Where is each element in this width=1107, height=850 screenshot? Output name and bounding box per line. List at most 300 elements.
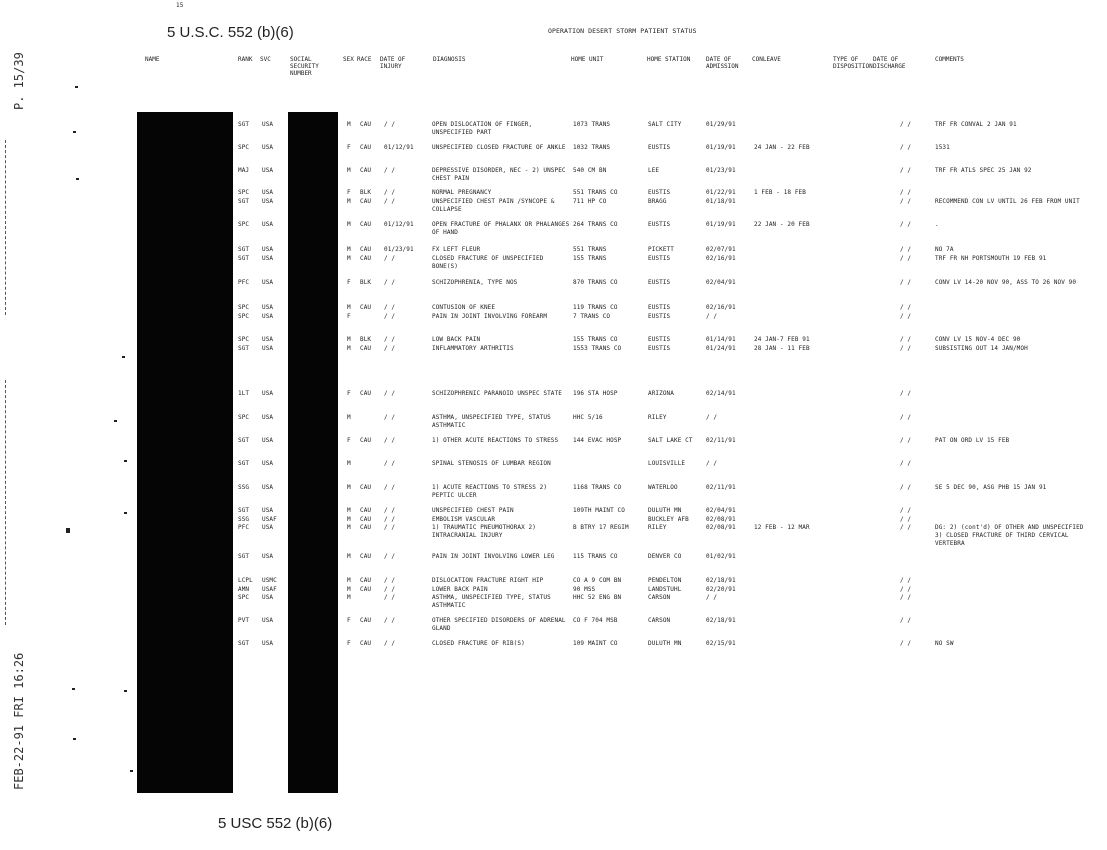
cell-date-of-injury: / / bbox=[384, 524, 396, 531]
header-sex: SEX bbox=[343, 56, 354, 63]
cell-date-of-injury: / / bbox=[384, 414, 396, 421]
cell-svc: USA bbox=[262, 279, 274, 286]
cell-date-of-injury: 01/12/91 bbox=[384, 144, 414, 151]
cell-date-of-discharge: / / bbox=[900, 121, 912, 128]
cell-svc: USA bbox=[262, 255, 274, 262]
cell-sex: M bbox=[347, 255, 351, 262]
cell-sex: F bbox=[347, 279, 351, 286]
cell-diagnosis: NORMAL PREGNANCY bbox=[432, 189, 492, 196]
cell-date-of-admission: / / bbox=[706, 313, 718, 320]
cell-svc: USA bbox=[262, 144, 274, 151]
cell-race: BLK bbox=[360, 189, 372, 196]
header-home-station: HOME STATION bbox=[647, 56, 691, 63]
cell-home-unit: 1553 TRANS CO bbox=[573, 345, 622, 352]
cell-home-station: EUSTIS bbox=[648, 304, 671, 311]
cell-home-unit: 109 MAINT CO bbox=[573, 640, 618, 647]
cell-date-of-discharge: / / bbox=[900, 144, 912, 151]
cell-svc: USA bbox=[262, 414, 274, 421]
cell-rank: SSG bbox=[238, 484, 250, 491]
cell-date-of-admission: 01/29/91 bbox=[706, 121, 736, 128]
cell-diagnosis: DISLOCATION FRACTURE RIGHT HIP bbox=[432, 577, 544, 584]
cell-date-of-admission: 02/11/91 bbox=[706, 437, 736, 444]
cell-rank: SPC bbox=[238, 313, 250, 320]
cell-date-of-injury: / / bbox=[384, 594, 396, 601]
cell-svc: USA bbox=[262, 121, 274, 128]
cell-sex: F bbox=[347, 313, 351, 320]
cell-svc: USA bbox=[262, 594, 274, 601]
cell-diagnosis: LOW BACK PAIN bbox=[432, 336, 481, 343]
cell-date-of-injury: / / bbox=[384, 279, 396, 286]
cell-date-of-discharge: / / bbox=[900, 390, 912, 397]
fax-page-count: P. 15/39 bbox=[12, 52, 26, 110]
fax-margin-rule bbox=[5, 380, 6, 625]
cell-sex: M bbox=[347, 484, 351, 491]
cell-date-of-discharge: / / bbox=[900, 414, 912, 421]
cell-race: BLK bbox=[360, 279, 372, 286]
cell-conleave: 12 FEB - 12 MAR bbox=[754, 524, 810, 531]
cell-rank: SPC bbox=[238, 144, 250, 151]
fax-timestamp: FEB-22-91 FRI 16:26 bbox=[12, 652, 26, 790]
cell-home-unit: 155 TRANS bbox=[573, 255, 607, 262]
cell-date-of-injury: / / bbox=[384, 313, 396, 320]
cell-rank: SGT bbox=[238, 553, 250, 560]
cell-svc: USA bbox=[262, 507, 274, 514]
fax-speck bbox=[66, 528, 70, 533]
cell-comments: CONV LV 15 NOV-4 DEC 90 bbox=[935, 336, 1021, 343]
cell-rank: SGT bbox=[238, 198, 250, 205]
cell-home-station: EUSTIS bbox=[648, 144, 671, 151]
cell-date-of-admission: 01/22/91 bbox=[706, 189, 736, 196]
cell-comments: 1531 bbox=[935, 144, 950, 151]
cell-sex: M bbox=[347, 577, 351, 584]
cell-comments: DG: 2) (cont'd) OF OTHER AND UNSPECIFIED 3) CLOSED FRACTURE OF THIRD CERVICAL VERTEBRA bbox=[935, 524, 1084, 547]
cell-svc: USA bbox=[262, 640, 274, 647]
cell-sex: M bbox=[347, 460, 351, 467]
cell-date-of-admission: / / bbox=[706, 460, 718, 467]
cell-date-of-discharge: / / bbox=[900, 198, 912, 205]
cell-date-of-admission: 02/08/91 bbox=[706, 516, 736, 523]
cell-sex: M bbox=[347, 553, 351, 560]
cell-home-unit: B BTRY 17 REGIM bbox=[573, 524, 629, 531]
cell-svc: USA bbox=[262, 460, 274, 467]
cell-home-station: DULUTH MN bbox=[648, 507, 682, 514]
cell-date-of-discharge: / / bbox=[900, 345, 912, 352]
header-rank: RANK bbox=[238, 56, 253, 63]
cell-date-of-injury: / / bbox=[384, 507, 396, 514]
cell-date-of-discharge: / / bbox=[900, 640, 912, 647]
cell-home-station: PENDELTON bbox=[648, 577, 682, 584]
header-svc: SVC bbox=[260, 56, 271, 63]
header-race: RACE bbox=[357, 56, 372, 63]
cell-diagnosis: SCHIZOPHRENIC PARANOID UNSPEC STATE bbox=[432, 390, 562, 397]
cell-race: CAU bbox=[360, 553, 372, 560]
cell-comments: CONV LV 14-20 NOV 90, ASS TO 26 NOV 90 bbox=[935, 279, 1077, 286]
cell-home-unit: HHC 5/16 bbox=[573, 414, 603, 421]
cell-home-station: DENVER CO bbox=[648, 553, 682, 560]
cell-comments: NO 7A bbox=[935, 246, 954, 253]
cell-date-of-injury: / / bbox=[384, 121, 396, 128]
cell-date-of-injury: / / bbox=[384, 640, 396, 647]
cell-diagnosis: SPINAL STENOSIS OF LUMBAR REGION bbox=[432, 460, 551, 467]
cell-home-unit: 264 TRANS CO bbox=[573, 221, 618, 228]
cell-sex: F bbox=[347, 437, 351, 444]
cell-sex: M bbox=[347, 524, 351, 531]
cell-date-of-discharge: / / bbox=[900, 255, 912, 262]
cell-rank: SGT bbox=[238, 121, 250, 128]
cell-date-of-discharge: / / bbox=[900, 617, 912, 624]
cell-diagnosis: UNSPECIFIED CLOSED FRACTURE OF ANKLE bbox=[432, 144, 566, 151]
cell-sex: M bbox=[347, 414, 351, 421]
fax-speck bbox=[124, 690, 127, 692]
cell-svc: USA bbox=[262, 617, 274, 624]
fax-speck bbox=[130, 770, 133, 772]
cell-date-of-injury: / / bbox=[384, 255, 396, 262]
cell-race: CAU bbox=[360, 345, 372, 352]
cell-race: CAU bbox=[360, 617, 372, 624]
cell-comments: RECOMMEND CON LV UNTIL 26 FEB FROM UNIT bbox=[935, 198, 1080, 205]
cell-race: CAU bbox=[360, 524, 372, 531]
cell-race: BLK bbox=[360, 336, 372, 343]
cell-home-station: DULUTH MN bbox=[648, 640, 682, 647]
cell-sex: M bbox=[347, 586, 351, 593]
cell-home-station: EUSTIS bbox=[648, 345, 671, 352]
fax-speck bbox=[114, 420, 117, 422]
cell-date-of-discharge: / / bbox=[900, 221, 912, 228]
cell-comments: . bbox=[935, 221, 939, 228]
cell-svc: USA bbox=[262, 167, 274, 174]
redaction-name-column bbox=[137, 112, 233, 793]
cell-date-of-admission: / / bbox=[706, 414, 718, 421]
cell-svc: USAF bbox=[262, 586, 277, 593]
cell-race: CAU bbox=[360, 586, 372, 593]
cell-race: CAU bbox=[360, 221, 372, 228]
cell-diagnosis: ASTHMA, UNSPECIFIED TYPE, STATUS ASTHMATIC bbox=[432, 414, 551, 429]
cell-date-of-injury: 01/23/91 bbox=[384, 246, 414, 253]
cell-sex: M bbox=[347, 167, 351, 174]
fax-speck bbox=[124, 512, 127, 514]
cell-sex: M bbox=[347, 198, 351, 205]
cell-home-station: RILEY bbox=[648, 414, 667, 421]
fax-speck bbox=[124, 460, 127, 462]
cell-home-station: EUSTIS bbox=[648, 189, 671, 196]
cell-date-of-discharge: / / bbox=[900, 507, 912, 514]
cell-home-unit: 90 MSS bbox=[573, 586, 596, 593]
cell-diagnosis: CONTUSION OF KNEE bbox=[432, 304, 496, 311]
cell-comments: TRF FR CONVAL 2 JAN 91 bbox=[935, 121, 1017, 128]
cell-sex: M bbox=[347, 336, 351, 343]
cell-home-station: CARSON bbox=[648, 594, 671, 601]
cell-sex: M bbox=[347, 507, 351, 514]
cell-race: CAU bbox=[360, 390, 372, 397]
cell-home-unit: 119 TRANS CO bbox=[573, 304, 618, 311]
cell-race: CAU bbox=[360, 507, 372, 514]
cell-race: CAU bbox=[360, 255, 372, 262]
cell-comments: NO SW bbox=[935, 640, 954, 647]
cell-sex: M bbox=[347, 516, 351, 523]
cell-date-of-discharge: / / bbox=[900, 167, 912, 174]
fax-speck bbox=[73, 131, 76, 133]
cell-date-of-discharge: / / bbox=[900, 336, 912, 343]
cell-rank: SGT bbox=[238, 460, 250, 467]
cell-home-unit: 109TH MAINT CO bbox=[573, 507, 625, 514]
cell-home-station: SALT CITY bbox=[648, 121, 682, 128]
cell-rank: SGT bbox=[238, 437, 250, 444]
cell-diagnosis: 1) TRAUMATIC PNEUMOTHORAX 2) INTRACRANIAL INJURY bbox=[432, 524, 536, 539]
exemption-stamp-top: 5 U.S.C. 552 (b)(6) bbox=[167, 24, 294, 41]
document-title: OPERATION DESERT STORM PATIENT STATUS bbox=[548, 27, 697, 35]
cell-home-station: EUSTIS bbox=[648, 255, 671, 262]
cell-date-of-injury: / / bbox=[384, 484, 396, 491]
cell-conleave: 24 JAN - 22 FEB bbox=[754, 144, 810, 151]
cell-date-of-injury: / / bbox=[384, 577, 396, 584]
cell-sex: F bbox=[347, 390, 351, 397]
cell-home-station: EUSTIS bbox=[648, 313, 671, 320]
header-date-of-admission: DATE OF ADMISSION bbox=[706, 56, 739, 70]
cell-date-of-admission: 01/18/91 bbox=[706, 198, 736, 205]
cell-date-of-admission: 01/19/91 bbox=[706, 221, 736, 228]
cell-home-unit: 711 HP CO bbox=[573, 198, 607, 205]
cell-diagnosis: 1) ACUTE REACTIONS TO STRESS 2) PEPTIC ULCER bbox=[432, 484, 548, 499]
header-name: NAME bbox=[145, 56, 160, 63]
cell-home-station: EUSTIS bbox=[648, 221, 671, 228]
cell-comments: TRF FR NH PORTSMOUTH 19 FEB 91 bbox=[935, 255, 1047, 262]
cell-diagnosis: OPEN FRACTURE OF PHALANX OR PHALANGES OF HAND bbox=[432, 221, 570, 236]
cell-date-of-injury: / / bbox=[384, 553, 396, 560]
cell-race: CAU bbox=[360, 437, 372, 444]
cell-rank: PFC bbox=[238, 524, 250, 531]
cell-home-unit: 540 CM BN bbox=[573, 167, 607, 174]
cell-date-of-admission: 02/18/91 bbox=[706, 577, 736, 584]
fax-speck bbox=[72, 688, 75, 690]
cell-rank: SPC bbox=[238, 221, 250, 228]
cell-home-station: LEE bbox=[648, 167, 660, 174]
cell-race: CAU bbox=[360, 484, 372, 491]
cell-comments: TRF FR ATLS SPEC 25 JAN 92 bbox=[935, 167, 1032, 174]
fax-speck bbox=[122, 356, 125, 358]
cell-diagnosis: LOWER BACK PAIN bbox=[432, 586, 488, 593]
fax-margin-rule bbox=[5, 140, 6, 315]
cell-home-unit: 870 TRANS CO bbox=[573, 279, 618, 286]
cell-home-unit: CO A 9 COM BN bbox=[573, 577, 622, 584]
cell-date-of-discharge: / / bbox=[900, 304, 912, 311]
cell-date-of-discharge: / / bbox=[900, 516, 912, 523]
cell-date-of-admission: 02/14/91 bbox=[706, 390, 736, 397]
cell-home-station: RILEY bbox=[648, 524, 667, 531]
cell-date-of-admission: 02/04/91 bbox=[706, 279, 736, 286]
cell-race: CAU bbox=[360, 144, 372, 151]
cell-date-of-discharge: / / bbox=[900, 577, 912, 584]
cell-rank: SPC bbox=[238, 336, 250, 343]
fax-speck bbox=[76, 178, 79, 180]
cell-date-of-admission: 02/18/91 bbox=[706, 617, 736, 624]
cell-sex: F bbox=[347, 189, 351, 196]
cell-comments: SUBSISTING OUT 14 JAN/MOH bbox=[935, 345, 1028, 352]
cell-rank: SGT bbox=[238, 640, 250, 647]
cell-date-of-admission: 02/15/91 bbox=[706, 640, 736, 647]
cell-diagnosis: INFLAMMATORY ARTHRITIS bbox=[432, 345, 514, 352]
cell-sex: M bbox=[347, 594, 351, 601]
cell-home-unit: 7 TRANS CO bbox=[573, 313, 611, 320]
cell-date-of-discharge: / / bbox=[900, 586, 912, 593]
cell-svc: USA bbox=[262, 336, 274, 343]
cell-diagnosis: UNSPECIFIED CHEST PAIN /SYNCOPE & COLLAPSE bbox=[432, 198, 555, 213]
fax-speck bbox=[73, 738, 76, 740]
cell-rank: PVT bbox=[238, 617, 250, 624]
cell-date-of-admission: 01/19/91 bbox=[706, 144, 736, 151]
cell-diagnosis: 1) OTHER ACUTE REACTIONS TO STRESS bbox=[432, 437, 559, 444]
cell-date-of-discharge: / / bbox=[900, 437, 912, 444]
redaction-ssn-column bbox=[288, 112, 338, 793]
header-date-of-injury: DATE OF INJURY bbox=[380, 56, 406, 70]
cell-svc: USA bbox=[262, 221, 274, 228]
cell-date-of-admission: 01/23/91 bbox=[706, 167, 736, 174]
cell-rank: 1LT bbox=[238, 390, 250, 397]
cell-svc: USAF bbox=[262, 516, 277, 523]
cell-date-of-admission: 02/20/91 bbox=[706, 586, 736, 593]
cell-date-of-admission: 02/08/91 bbox=[706, 524, 736, 531]
cell-diagnosis: DEPRESSIVE DISORDER, NEC - 2) UNSPEC CHEST PAIN bbox=[432, 167, 566, 182]
cell-date-of-injury: / / bbox=[384, 437, 396, 444]
cell-home-unit: 144 EVAC HOSP bbox=[573, 437, 622, 444]
cell-diagnosis: SCHIZOPHRENIA, TYPE NOS bbox=[432, 279, 518, 286]
cell-rank: LCPL bbox=[238, 577, 253, 584]
cell-svc: USA bbox=[262, 437, 274, 444]
cell-date-of-discharge: / / bbox=[900, 484, 912, 491]
cell-rank: PFC bbox=[238, 279, 250, 286]
cell-rank: MAJ bbox=[238, 167, 250, 174]
cell-rank: SSG bbox=[238, 516, 250, 523]
cell-date-of-discharge: / / bbox=[900, 279, 912, 286]
cell-sex: M bbox=[347, 121, 351, 128]
cell-date-of-discharge: / / bbox=[900, 460, 912, 467]
cell-date-of-admission: / / bbox=[706, 594, 718, 601]
cell-date-of-admission: 02/07/91 bbox=[706, 246, 736, 253]
cell-race: CAU bbox=[360, 167, 372, 174]
cell-sex: M bbox=[347, 246, 351, 253]
header-home-unit: HOME UNIT bbox=[571, 56, 604, 63]
cell-date-of-injury: 01/12/91 bbox=[384, 221, 414, 228]
cell-date-of-admission: 02/11/91 bbox=[706, 484, 736, 491]
cell-home-station: BUCKLEY AFB bbox=[648, 516, 689, 523]
cell-date-of-injury: / / bbox=[384, 586, 396, 593]
cell-conleave: 24 JAN-7 FEB 91 bbox=[754, 336, 810, 343]
cell-race: CAU bbox=[360, 246, 372, 253]
cell-date-of-discharge: / / bbox=[900, 189, 912, 196]
cell-race: CAU bbox=[360, 577, 372, 584]
cell-diagnosis: OTHER SPECIFIED DISORDERS OF ADRENAL GLAND bbox=[432, 617, 566, 632]
cell-sex: M bbox=[347, 304, 351, 311]
cell-rank: SPC bbox=[238, 594, 250, 601]
cell-race: CAU bbox=[360, 516, 372, 523]
cell-rank: SGT bbox=[238, 507, 250, 514]
cell-home-unit: 1073 TRANS bbox=[573, 121, 611, 128]
cell-diagnosis: CLOSED FRACTURE OF RIB(S) bbox=[432, 640, 525, 647]
cell-rank: AMN bbox=[238, 586, 250, 593]
cell-diagnosis: OPEN DISLOCATION OF FINGER, UNSPECIFIED PART bbox=[432, 121, 533, 136]
cell-rank: SGT bbox=[238, 345, 250, 352]
cell-sex: F bbox=[347, 144, 351, 151]
cell-svc: USA bbox=[262, 313, 274, 320]
cell-race: CAU bbox=[360, 121, 372, 128]
cell-diagnosis: FX LEFT FLEUR bbox=[432, 246, 481, 253]
cell-svc: USA bbox=[262, 198, 274, 205]
header-comments: COMMENTS bbox=[935, 56, 964, 63]
cell-home-unit: 551 TRANS CO bbox=[573, 189, 618, 196]
cell-race: CAU bbox=[360, 640, 372, 647]
cell-date-of-admission: 02/16/91 bbox=[706, 304, 736, 311]
cell-sex: F bbox=[347, 640, 351, 647]
cell-home-station: EUSTIS bbox=[648, 279, 671, 286]
page-number: 15 bbox=[176, 2, 184, 9]
cell-home-station: WATERLOO bbox=[648, 484, 678, 491]
cell-conleave: 28 JAN - 11 FEB bbox=[754, 345, 810, 352]
cell-rank: SPC bbox=[238, 304, 250, 311]
cell-svc: USA bbox=[262, 524, 274, 531]
cell-date-of-admission: 01/14/91 bbox=[706, 336, 736, 343]
cell-conleave: 22 JAN - 20 FEB bbox=[754, 221, 810, 228]
cell-home-station: BRAGG bbox=[648, 198, 667, 205]
cell-date-of-discharge: / / bbox=[900, 524, 912, 531]
header-date-of-discharge: DATE OF DISCHARGE bbox=[873, 56, 906, 70]
cell-date-of-injury: / / bbox=[384, 336, 396, 343]
header-type-of-disposition: TYPE OF DISPOSITION bbox=[833, 56, 873, 70]
cell-svc: USA bbox=[262, 345, 274, 352]
cell-home-unit: 196 STA HOSP bbox=[573, 390, 618, 397]
cell-home-unit: 1032 TRANS bbox=[573, 144, 611, 151]
cell-date-of-discharge: / / bbox=[900, 246, 912, 253]
header-diagnosis: DIAGNOSIS bbox=[433, 56, 466, 63]
cell-sex: M bbox=[347, 345, 351, 352]
cell-rank: SPC bbox=[238, 414, 250, 421]
cell-date-of-admission: 02/16/91 bbox=[706, 255, 736, 262]
cell-date-of-injury: / / bbox=[384, 189, 396, 196]
cell-home-station: ARIZONA bbox=[648, 390, 674, 397]
cell-date-of-discharge: / / bbox=[900, 313, 912, 320]
cell-home-station: SALT LAKE CT bbox=[648, 437, 693, 444]
cell-home-station: CARSON bbox=[648, 617, 671, 624]
cell-date-of-injury: / / bbox=[384, 167, 396, 174]
cell-diagnosis: ASTHMA, UNSPECIFIED TYPE, STATUS ASTHMATIC bbox=[432, 594, 551, 609]
cell-home-unit: HHC 52 ENG BN bbox=[573, 594, 622, 601]
cell-svc: USA bbox=[262, 189, 274, 196]
cell-date-of-admission: 01/24/91 bbox=[706, 345, 736, 352]
cell-svc: USA bbox=[262, 304, 274, 311]
cell-rank: SGT bbox=[238, 246, 250, 253]
cell-svc: USA bbox=[262, 553, 274, 560]
cell-home-unit: 551 TRANS bbox=[573, 246, 607, 253]
cell-svc: USA bbox=[262, 246, 274, 253]
cell-rank: SGT bbox=[238, 255, 250, 262]
cell-race: CAU bbox=[360, 198, 372, 205]
exemption-stamp-bottom: 5 USC 552 (b)(6) bbox=[218, 815, 333, 832]
cell-home-unit: 155 TRANS CO bbox=[573, 336, 618, 343]
cell-date-of-injury: / / bbox=[384, 516, 396, 523]
cell-race: CAU bbox=[360, 304, 372, 311]
cell-date-of-injury: / / bbox=[384, 617, 396, 624]
cell-date-of-injury: / / bbox=[384, 460, 396, 467]
cell-date-of-injury: / / bbox=[384, 304, 396, 311]
cell-home-station: LANDSTUHL bbox=[648, 586, 682, 593]
cell-home-unit: 115 TRANS CO bbox=[573, 553, 618, 560]
cell-diagnosis: PAIN IN JOINT INVOLVING LOWER LEG bbox=[432, 553, 555, 560]
cell-conleave: 1 FEB - 18 FEB bbox=[754, 189, 806, 196]
cell-svc: USMC bbox=[262, 577, 277, 584]
cell-home-station: LOUISVILLE bbox=[648, 460, 686, 467]
cell-date-of-admission: 02/04/91 bbox=[706, 507, 736, 514]
fax-speck bbox=[75, 86, 78, 88]
cell-diagnosis: UNSPECIFIED CHEST PAIN bbox=[432, 507, 514, 514]
cell-date-of-injury: / / bbox=[384, 198, 396, 205]
